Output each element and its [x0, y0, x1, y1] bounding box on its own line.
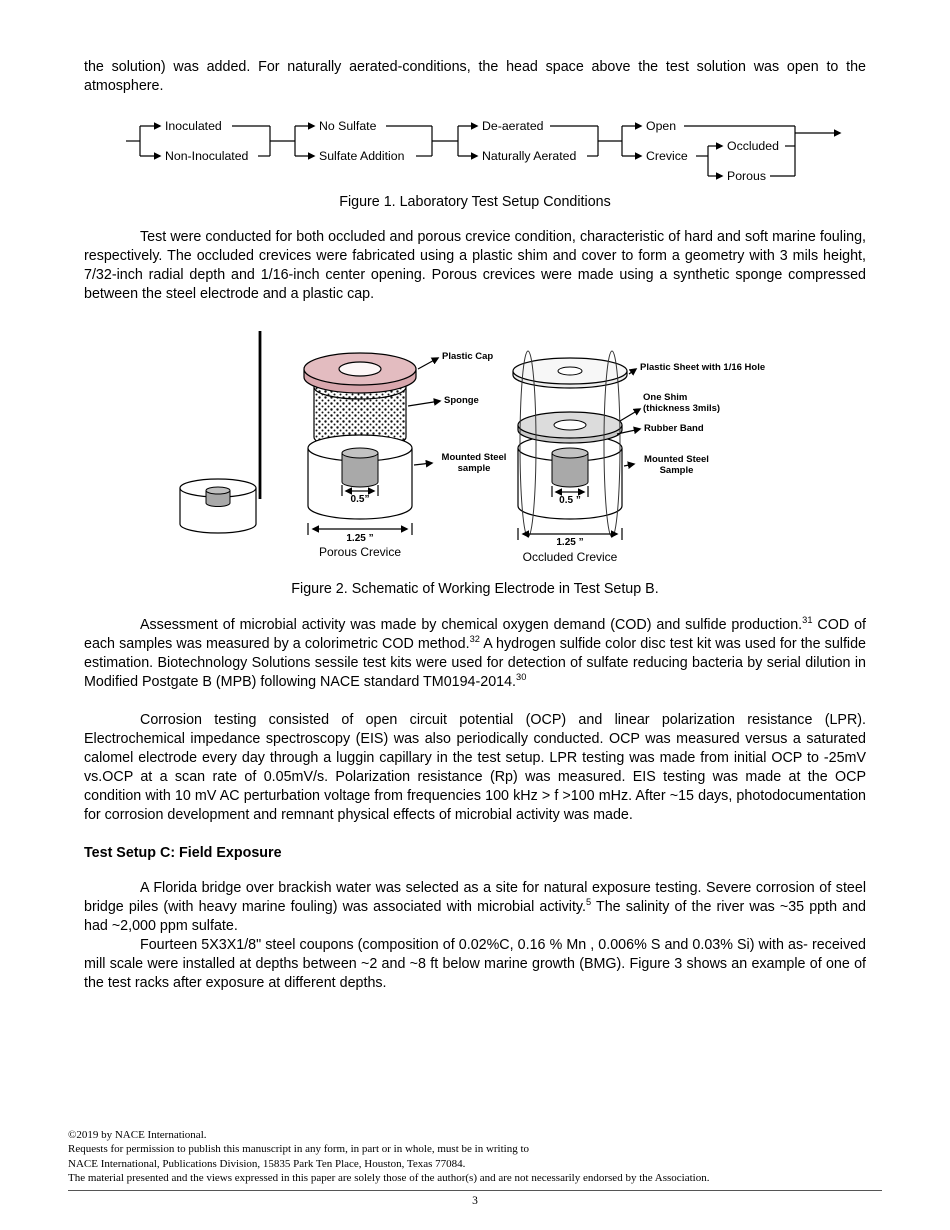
- page-content: [84, 58, 866, 993]
- footer-disclaimer-line: The material presented and the views expressed in this paper are solely those of the author(s) and are not necessarily endorsed by the Association.: [68, 1171, 710, 1184]
- paragraph-corrosion-testing: Corrosion testing consisted of open circuit potential (OCP) and linear polarization resistance (LPR). Electrochemical impedance spectroscopy (EIS) was also periodically conducted. OCP was measured versus a saturated calomel electrode every day through a luggin capillary in the test setup. LPR testing was made from initial OCP to -25mV vs.OCP at a scan rate of 0.05mV/s. Polarization resistance (Rp) was measured. EIS testing was made at the OCP condition with 10 mV AC perturbation voltage from frequencies 100 kHz > f >100 mHz. After ~15 days, photodocumentation for corrosion development and remnant physical effects of microbial activity was made.: [84, 711, 866, 824]
- occluded-crevice-title: Occluded Crevice: [522, 549, 618, 564]
- footer-address-line: NACE International, Publications Division, 15835 Park Ten Place, Houston, Texas 77084.: [68, 1157, 466, 1170]
- label-mounted-steel-sample-occluded: Mounted Steel Sample: [644, 453, 709, 477]
- dimension-inch-quarter-porous: 1.25 ”: [346, 532, 374, 544]
- label-mounted-steel-sample-porous: Mounted Steel sample: [441, 451, 507, 475]
- flow-label-crevice: Crevice: [646, 149, 688, 164]
- label-rubber-band: Rubber Band: [644, 422, 704, 434]
- dimension-half-inch-occluded: 0.5 ”: [559, 494, 581, 506]
- figure2-caption: Figure 2. Schematic of Working Electrode in Test Setup B.: [291, 580, 659, 597]
- label-plastic-cap: Plastic Cap: [442, 350, 494, 362]
- occluded-crevice-drawing: [513, 351, 640, 540]
- bare-electrode-drawing: [180, 331, 260, 533]
- label-sponge: Sponge: [444, 394, 479, 406]
- paragraph-crevice-fabrication: Test were conducted for both occluded and porous crevice condition, characteristic of hard and soft marine fouling, respectively. The occluded crevices were fabricated using a plastic shim and cover to form a geometry with 3 mils height, 7/32-inch radial depth and 1/16-inch center opening. Porous crevices were made using a synthetic sponge compressed between the steel electrode and a plastic cap.: [84, 229, 866, 303]
- flow-label-naturally-aerated: Naturally Aerated: [482, 149, 577, 164]
- page-footer: [68, 1128, 882, 1191]
- dimension-half-inch-porous: 0.5”: [350, 493, 370, 505]
- page-number: 3: [472, 1195, 478, 1207]
- paragraph-microbial-assessment: Assessment of microbial activity was made by chemical oxygen demand (COD) and sulfide production.$^{31}$ COD of each samples was measured by a colorimetric COD method.$^{32}$ A hydrogen sulfide color disc test kit was used for the sulfide estimation. Biotechnology Solutions sessile test kits were used for detection of sulfate reducing bacteria by serial dilution in Modified Postgate B (MPB) following NACE standard TM0194-2014.30: [84, 614, 867, 690]
- porous-crevice-drawing: [304, 353, 440, 535]
- paragraph-steel-coupons: Fourteen 5X3X1/8" steel coupons (composition of 0.02%C, 0.16 % Mn , 0.006% S and 0.03% Si) with as- received mill scale were installed at depths between ~2 and ~8 ft below marine growth (BMG). Figure 3 shows an example of one of the test racks after exposure at different depths.: [84, 936, 866, 991]
- flow-label-de-aerated: De-aerated: [482, 119, 544, 134]
- figure1-caption: Figure 1. Laboratory Test Setup Conditions: [339, 194, 611, 211]
- paragraph-field-site: A Florida bridge over brackish water was selected as a site for natural exposure testing. Severe corrosion of steel bridge piles (with heavy marine fouling) was associated with microbial activity.$^5$ The salinity of the river was ~35 ppth and had ~2,000 ppm sulfate.: [84, 879, 866, 934]
- flow-label-open: Open: [646, 119, 677, 134]
- figure2-electrode-schematic: [84, 324, 866, 574]
- dimension-inch-quarter-occluded: 1.25 ”: [556, 536, 584, 548]
- flow-label-non-inoculated: Non-Inoculated: [165, 149, 249, 164]
- figure1-flow-diagram: [84, 115, 866, 190]
- flow-label-occluded: Occluded: [727, 139, 779, 154]
- porous-crevice-title: Porous Crevice: [318, 544, 402, 559]
- paragraph-intro: the solution) was added. For naturally aerated-conditions, the head space above the test solution was open to the atmosphere.: [84, 59, 866, 95]
- label-plastic-sheet: Plastic Sheet with 1/16 Hole: [640, 361, 766, 373]
- flow-label-inoculated: Inoculated: [165, 119, 222, 134]
- footer-copyright-line: ©2019 by NACE International.: [68, 1129, 207, 1141]
- flow-label-porous: Porous: [727, 169, 766, 184]
- label-one-shim: One Shim (thickness 3mils): [643, 391, 721, 415]
- footer-permission-line: Requests for permission to publish this manuscript in any form, in part or in whole, must be in writing to: [68, 1143, 530, 1156]
- flow-label-sulfate-addition: Sulfate Addition: [319, 149, 405, 164]
- section-heading-test-setup-c: Test Setup C: Field Exposure: [84, 844, 282, 861]
- flow-label-no-sulfate: No Sulfate: [319, 119, 377, 134]
